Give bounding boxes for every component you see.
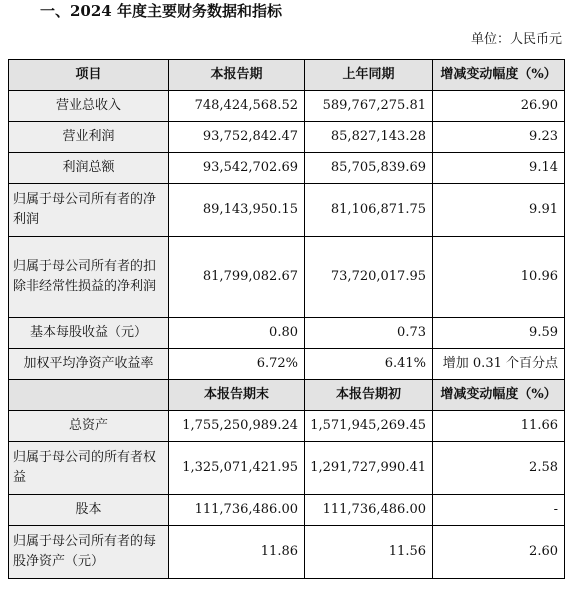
cell-change: - (433, 495, 565, 526)
cell-change: 26.90 (433, 91, 565, 122)
cell-current: 0.80 (169, 318, 305, 349)
row-label: 利润总额 (9, 153, 169, 184)
table-row (9, 122, 565, 153)
header-cell-prior-period: 上年同期 (305, 60, 433, 91)
cell-change: 2.58 (433, 442, 565, 495)
cell-prior: 85,705,839.69 (305, 153, 433, 184)
cell-change: 11.66 (433, 411, 565, 442)
cell-change: 增加 0.31 个百分点 (433, 349, 565, 380)
cell-period-end: 1,325,071,421.95 (169, 442, 305, 495)
cell-current: 748,424,568.52 (169, 91, 305, 122)
header-cell-item: 项目 (9, 60, 169, 91)
cell-change: 2.60 (433, 526, 565, 579)
table-row (9, 442, 565, 495)
header-cell-change-pct: 增减变动幅度（%） (433, 60, 565, 91)
cell-prior: 81,106,871.75 (305, 184, 433, 237)
row-label: 营业总收入 (9, 91, 169, 122)
table-row (9, 349, 565, 380)
cell-current: 93,752,842.47 (169, 122, 305, 153)
row-label: 归属于母公司的所有者权益 (9, 442, 169, 495)
subheader-cell-period-start: 本报告期初 (305, 380, 433, 411)
cell-period-start: 111,736,486.00 (305, 495, 433, 526)
row-label: 股本 (9, 495, 169, 526)
table-subheader-row (9, 380, 565, 411)
row-label: 归属于母公司所有者的扣除非经常性损益的净利润 (9, 237, 169, 318)
row-label: 加权平均净资产收益率 (9, 349, 169, 380)
subheader-cell-change-pct: 增减变动幅度（%） (433, 380, 565, 411)
cell-current: 81,799,082.67 (169, 237, 305, 318)
header-cell-current-period: 本报告期 (169, 60, 305, 91)
table-row (9, 318, 565, 349)
subheader-cell-period-end: 本报告期末 (169, 380, 305, 411)
subheader-cell-blank (9, 380, 169, 411)
cell-change: 9.91 (433, 184, 565, 237)
table-row (9, 526, 565, 579)
table-row (9, 411, 565, 442)
cell-prior: 85,827,143.28 (305, 122, 433, 153)
cell-change: 9.14 (433, 153, 565, 184)
cell-prior: 589,767,275.81 (305, 91, 433, 122)
cell-change: 10.96 (433, 237, 565, 318)
cell-current: 6.72% (169, 349, 305, 380)
currency-unit-note: 单位：人民币元 (470, 32, 562, 47)
cell-period-start: 1,291,727,990.41 (305, 442, 433, 495)
cell-period-end: 111,736,486.00 (169, 495, 305, 526)
cell-change: 9.23 (433, 122, 565, 153)
row-label: 营业利润 (9, 122, 169, 153)
row-label: 归属于母公司所有者的每股净资产（元） (9, 526, 169, 579)
row-label: 基本每股收益（元） (9, 318, 169, 349)
row-label: 归属于母公司所有者的净利润 (9, 184, 169, 237)
cell-period-start: 11.56 (305, 526, 433, 579)
cell-current: 89,143,950.15 (169, 184, 305, 237)
cell-change: 9.59 (433, 318, 565, 349)
cell-prior: 73,720,017.95 (305, 237, 433, 318)
cell-period-start: 1,571,945,269.45 (305, 411, 433, 442)
table-row (9, 495, 565, 526)
financial-data-table (8, 59, 565, 579)
table-row (9, 237, 565, 318)
cell-prior: 6.41% (305, 349, 433, 380)
table-row (9, 91, 565, 122)
row-label: 总资产 (9, 411, 169, 442)
table-row (9, 153, 565, 184)
cell-current: 93,542,702.69 (169, 153, 305, 184)
section-heading: 一、2024 年度主要财务数据和指标 (40, 2, 282, 20)
cell-period-end: 11.86 (169, 526, 305, 579)
table-row (9, 184, 565, 237)
cell-prior: 0.73 (305, 318, 433, 349)
table-header-row (9, 60, 565, 91)
cell-period-end: 1,755,250,989.24 (169, 411, 305, 442)
